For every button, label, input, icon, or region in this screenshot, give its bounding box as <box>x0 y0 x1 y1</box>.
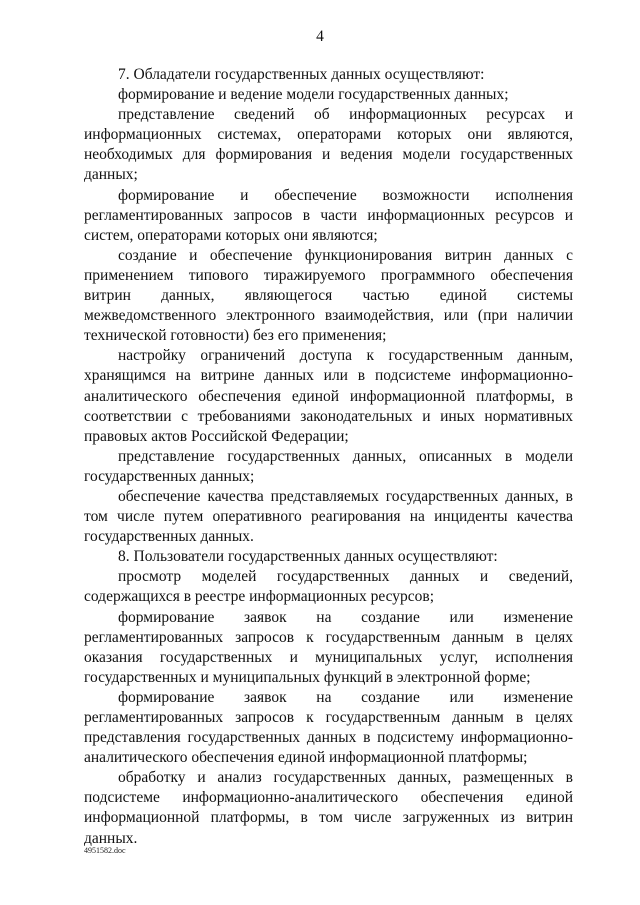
page-number: 4 <box>316 28 324 45</box>
paragraph: создание и обеспечение функционирования витрин данных с применением типового тиражируемого программного обеспечения витрин данных, являющегося частью единой системы межведомственного электронного взаимодействия, или (при наличии технической готовности) без его применения; <box>84 246 573 345</box>
paragraph: представление сведений об информационных ресурсах и информационных системах, операторами которых они являются, необходимых для формирования и ведения модели государственных данных; <box>84 106 573 184</box>
paragraph: представление государственных данных, описанных в модели государственных данных; <box>84 447 573 485</box>
paragraph: обеспечение качества представляемых государственных данных, в том числе путем оперативного реагирования на инциденты качества государственных данных. <box>84 487 573 546</box>
footer-file-name: 4951582.doc <box>84 846 126 855</box>
paragraph: формирование заявок на создание или изменение регламентированных запросов к государственным данным в целях оказания государственных и муниципальных услуг, исполнения государственных и муниципальных функций в электронной форме; <box>84 608 573 686</box>
paragraph: обработку и анализ государственных данных, размещенных в подсистеме информационно-аналитического обеспечения единой информационной платформы, в том числе загруженных из витрин данных. <box>84 769 573 847</box>
document-body <box>84 65 573 849</box>
paragraph: формирование и ведение модели государственных данных; <box>118 86 509 104</box>
paragraph: просмотр моделей государственных данных и сведений, содержащихся в реестре информационных ресурсов; <box>84 568 573 606</box>
paragraph-section-7-heading: 7. Обладатели государственных данных осуществляют: <box>118 66 485 83</box>
paragraph: настройку ограничений доступа к государственным данным, хранящимся на витрине данных или в подсистеме информационно-аналитического обеспечения единой информационной платформы, в соответствии с требованиями законодательных и иных нормативных правовых актов Российской Федерации; <box>84 347 573 445</box>
paragraph: формирование и обеспечение возможности исполнения регламентированных запросов в части информационных ресурсов и систем, операторами которых они являются; <box>84 186 573 244</box>
paragraph-section-8-heading: 8. Пользователи государственных данных осуществляют: <box>118 548 498 566</box>
paragraph: формирование заявок на создание или изменение регламентированных запросов к государственным данным в целях представления государственных данных в подсистему информационно-аналитического обеспечения единой информационной платформы; <box>84 688 573 767</box>
